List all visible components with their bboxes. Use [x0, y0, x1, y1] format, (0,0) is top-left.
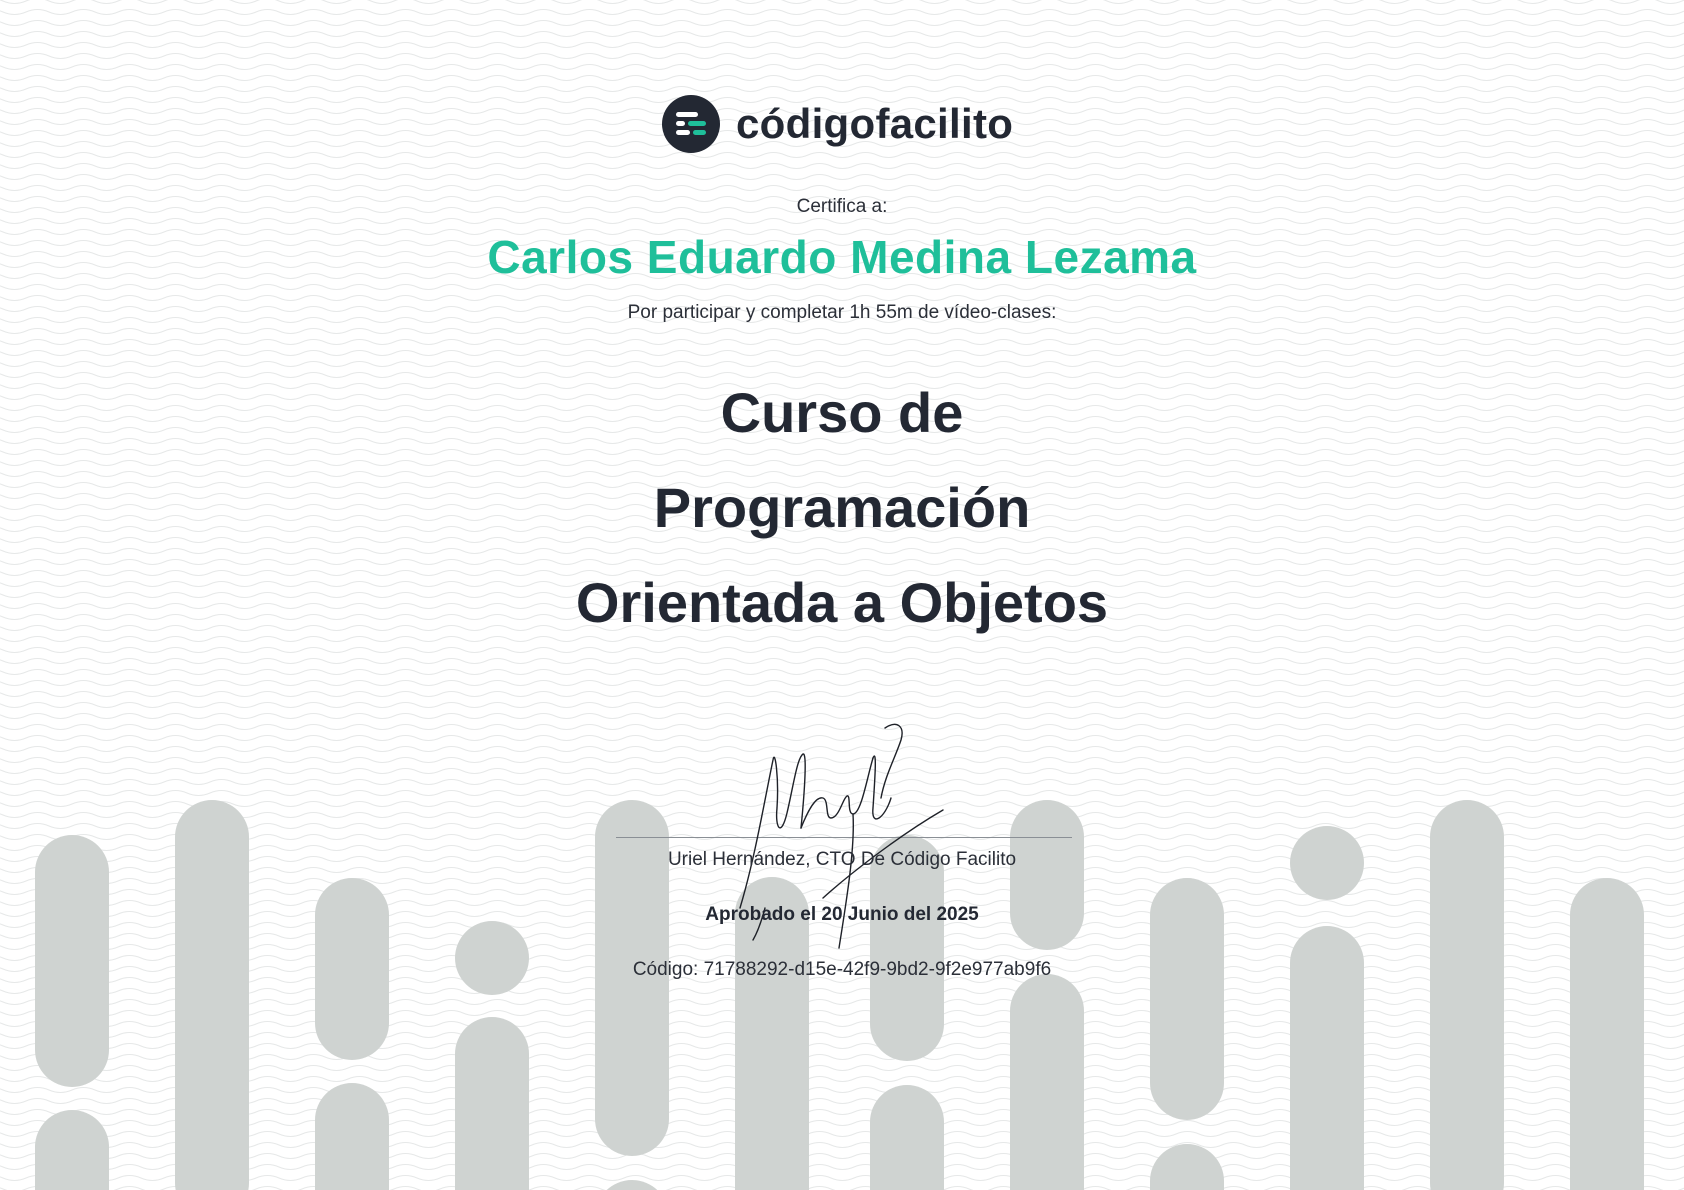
course-title [0, 365, 1684, 650]
course-title-line: Curso de [720, 381, 964, 444]
course-title-line: Orientada a Objetos [575, 571, 1109, 634]
approval-date: Aprobado el 20 Junio del 2025 [705, 904, 979, 925]
course-title-line: Programación [653, 476, 1031, 539]
certificate-code: Código: 71788292-d15e-42f9-9bd2-9f2e977ab9f6 [632, 959, 1052, 980]
participation-text: Por participar y completar 1h 55m de vídeo-clases: [627, 302, 1057, 323]
certifies-label: Certifica a: [796, 196, 888, 217]
signer-name: Uriel Hernández, CTO De Código Facilito [667, 849, 1017, 870]
recipient-name: Carlos Eduardo Medina Lezama [487, 231, 1197, 283]
codigofacilito-logo-icon [662, 95, 720, 153]
brand-name: códigofacilito [736, 100, 1014, 147]
brand-logo [662, 95, 1013, 153]
